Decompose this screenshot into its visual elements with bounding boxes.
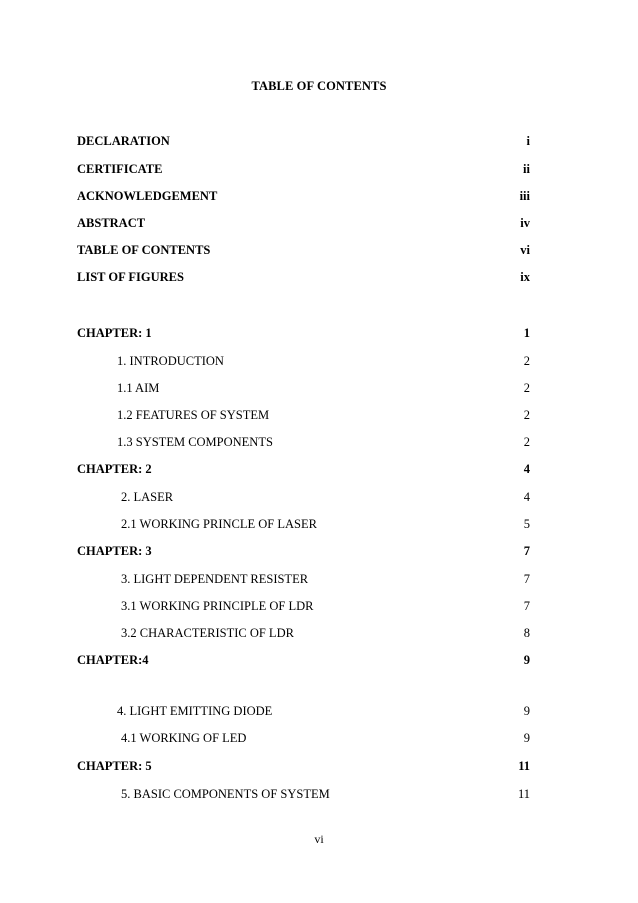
toc-entry-label: 4. LIGHT EMITTING DIODE (117, 704, 273, 718)
toc-entry-page: 9 (523, 704, 530, 718)
toc-entry-page: i (526, 134, 530, 148)
toc-entry-label: CHAPTER:4 (77, 653, 149, 667)
toc-entry (0, 515, 638, 533)
toc-entry-page: 9 (523, 653, 530, 667)
toc-entry-page: 5 (523, 517, 530, 531)
toc-entry-label: 3.2 CHARACTERISTIC OF LDR (121, 626, 294, 640)
toc-entry-page: 2 (523, 408, 530, 422)
toc-entry-label: CHAPTER: 2 (77, 462, 152, 476)
toc-entry-page: iii (519, 189, 530, 203)
toc-entry (0, 379, 638, 397)
toc-entry (0, 187, 638, 205)
toc-entry-label: DECLARATION (77, 134, 170, 148)
toc-entry-page: 2 (523, 435, 530, 449)
toc-entry-page: 4 (523, 490, 530, 504)
page-title: TABLE OF CONTENTS (251, 79, 387, 93)
toc-entry (0, 406, 638, 424)
toc-chapter-heading (0, 460, 638, 478)
toc-entry-label: CHAPTER: 1 (77, 326, 152, 340)
toc-entry-label: CHAPTER: 5 (77, 759, 152, 773)
toc-entry (0, 433, 638, 451)
toc-entry-label: 1.2 FEATURES OF SYSTEM (117, 408, 270, 422)
toc-chapter-heading (0, 757, 638, 775)
toc-entry (0, 597, 638, 615)
toc-entry (0, 160, 638, 178)
toc-entry-label: ACKNOWLEDGEMENT (77, 189, 218, 203)
toc-entry-page: ix (520, 270, 530, 284)
toc-entry-page: 11 (518, 759, 530, 773)
toc-entry-label: 3. LIGHT DEPENDENT RESISTER (121, 572, 309, 586)
toc-entry (0, 352, 638, 370)
toc-entry-label: 2. LASER (121, 490, 174, 504)
toc-entry-label: 3.1 WORKING PRINCIPLE OF LDR (121, 599, 314, 613)
toc-entry-label: 1.1 AIM (117, 381, 160, 395)
toc-entry-label: 1.3 SYSTEM COMPONENTS (117, 435, 273, 449)
toc-entry-page: ii (523, 162, 530, 176)
toc-entry-label: 1. INTRODUCTION (117, 354, 224, 368)
toc-entry (0, 488, 638, 506)
toc-entry (0, 624, 638, 642)
toc-entry (0, 268, 638, 286)
toc-entry (0, 702, 638, 720)
toc-chapter-heading (0, 651, 638, 669)
toc-entry-page: 8 (523, 626, 530, 640)
toc-entry-label: LIST OF FIGURES (77, 270, 184, 284)
toc-entry (0, 132, 638, 150)
toc-entry (0, 785, 638, 803)
toc-entry-label: ABSTRACT (77, 216, 146, 230)
toc-entry-page: 7 (523, 572, 530, 586)
toc-entry-page: 1 (523, 326, 530, 340)
toc-entry-page: 4 (523, 462, 530, 476)
toc-entry-label: CHAPTER: 3 (77, 544, 152, 558)
toc-entry-page: 2 (523, 354, 530, 368)
toc-entry-page: 11 (517, 787, 530, 801)
toc-entry-page: 7 (523, 599, 530, 613)
toc-entry-label: 2.1 WORKING PRINCLE OF LASER (121, 517, 317, 531)
toc-entry-label: 5. BASIC COMPONENTS OF SYSTEM (121, 787, 330, 801)
page-number: vi (314, 832, 324, 846)
toc-entry (0, 241, 638, 259)
toc-entry-label: 4.1 WORKING OF LED (121, 731, 247, 745)
toc-entry-page: 2 (523, 381, 530, 395)
toc-entry-page: iv (520, 216, 530, 230)
toc-chapter-heading (0, 542, 638, 560)
toc-entry (0, 214, 638, 232)
toc-entry-page: 9 (523, 731, 530, 745)
toc-entry-page: vi (520, 243, 530, 257)
toc-entry (0, 570, 638, 588)
toc-entry-page: 7 (523, 544, 530, 558)
toc-entry-label: CERTIFICATE (77, 162, 163, 176)
toc-chapter-heading (0, 324, 638, 342)
toc-entry (0, 729, 638, 747)
toc-entry-label: TABLE OF CONTENTS (77, 243, 211, 257)
